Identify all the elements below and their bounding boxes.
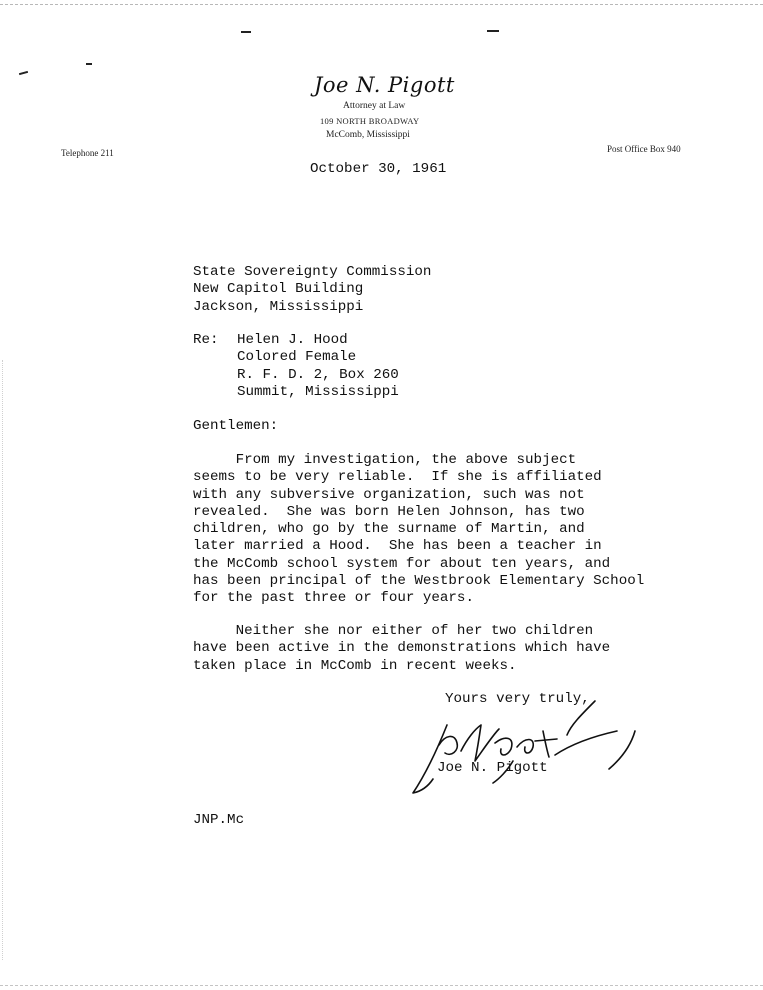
scan-edge-left — [2, 360, 3, 960]
body-line: for the past three or four years. — [193, 590, 474, 607]
letterhead-street: 109 NORTH BROADWAY — [320, 116, 420, 126]
body-paragraph-2 — [193, 623, 610, 675]
letterhead-post-office: Post Office Box 940 — [607, 144, 681, 154]
scan-edge-bottom — [0, 985, 763, 986]
re-line: Summit, Mississippi — [237, 383, 399, 400]
scan-speck — [86, 63, 92, 65]
letterhead-title: Attorney at Law — [343, 101, 406, 111]
body-line: From my investigation, the above subject — [193, 452, 577, 468]
recipient-line: Jackson, Mississippi — [193, 298, 364, 315]
scan-speck — [19, 71, 28, 75]
recipient-address — [193, 264, 431, 316]
body-line: with any subversive organization, such was not — [193, 486, 585, 503]
closing: Yours very truly, — [445, 691, 590, 707]
scan-edge-top — [0, 4, 763, 5]
re-label: Re: — [193, 332, 219, 348]
typist-initials: JNP.Mc — [193, 812, 245, 828]
recipient-line: New Capitol Building — [193, 281, 364, 298]
re-line: Helen J. Hood — [237, 332, 348, 348]
signer-name: Joe N. Pigott — [437, 760, 548, 776]
body-line: revealed. She was born Helen Johnson, has two — [193, 503, 585, 520]
letterhead-name: Joe N. Pigott — [314, 73, 455, 97]
body-line: Neither she nor either of her two children — [193, 623, 594, 639]
body-paragraph-1 — [193, 452, 644, 608]
scan-speck — [241, 31, 251, 33]
recipient-line: State Sovereignty Commission — [193, 264, 432, 280]
letterhead-telephone: Telephone 211 — [61, 148, 114, 158]
salutation: Gentlemen: — [193, 418, 279, 434]
re-subject — [237, 332, 399, 401]
handwritten-signature — [395, 695, 650, 805]
body-line: taken place in McComb in recent weeks. — [193, 657, 517, 674]
scan-speck — [487, 30, 499, 32]
body-line: later married a Hood. She has been a teacher in — [193, 538, 602, 555]
body-line: the McComb school system for about ten years, and — [193, 555, 611, 572]
letter-date: October 30, 1961 — [310, 161, 447, 177]
re-line: R. F. D. 2, Box 260 — [237, 366, 399, 383]
letterhead-city: McComb, Mississippi — [326, 130, 410, 140]
body-line: has been principal of the Westbrook Elementary School — [193, 573, 645, 590]
body-line: children, who go by the surname of Martin, and — [193, 521, 585, 538]
re-line: Colored Female — [237, 349, 357, 366]
body-line: seems to be very reliable. If she is affiliated — [193, 469, 602, 486]
body-line: have been active in the demonstrations which have — [193, 640, 611, 657]
